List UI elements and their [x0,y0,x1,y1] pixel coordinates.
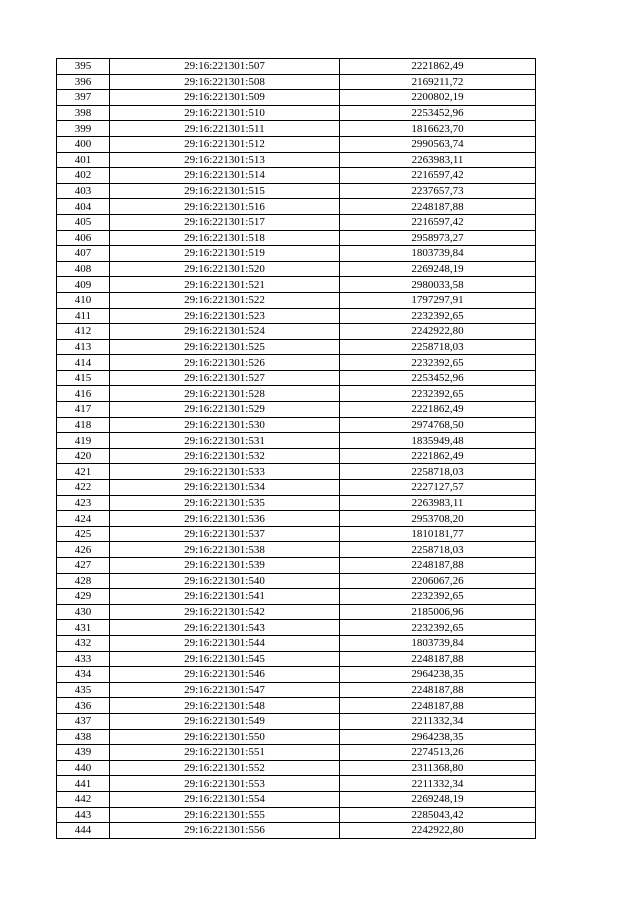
table-row [57,339,536,355]
value-cell: 2263983,11 [340,495,536,511]
value-cell: 1797297,91 [340,292,536,308]
row-number-cell: 438 [57,729,110,745]
cadastral-number-cell: 29:16:221301:529 [110,402,340,418]
cadastral-number-cell: 29:16:221301:523 [110,308,340,324]
table-row [57,542,536,558]
cadastral-number-cell: 29:16:221301:520 [110,261,340,277]
row-number-cell: 421 [57,464,110,480]
table-row [57,807,536,823]
row-number-cell: 395 [57,59,110,75]
value-cell: 1816623,70 [340,121,536,137]
value-cell: 2216597,42 [340,214,536,230]
table-row [57,682,536,698]
value-cell: 2248187,88 [340,698,536,714]
table-row [57,292,536,308]
value-cell: 2242922,80 [340,823,536,839]
value-cell: 2263983,11 [340,152,536,168]
cadastral-number-cell: 29:16:221301:556 [110,823,340,839]
table-row [57,199,536,215]
cadastral-number-cell: 29:16:221301:518 [110,230,340,246]
value-cell: 2237657,73 [340,183,536,199]
row-number-cell: 422 [57,480,110,496]
cadastral-number-cell: 29:16:221301:547 [110,682,340,698]
row-number-cell: 403 [57,183,110,199]
table-row [57,791,536,807]
table-row [57,74,536,90]
cadastral-number-cell: 29:16:221301:521 [110,277,340,293]
table-row [57,214,536,230]
cadastral-number-cell: 29:16:221301:517 [110,214,340,230]
table-row [57,448,536,464]
table-row [57,776,536,792]
cadastral-number-cell: 29:16:221301:532 [110,448,340,464]
table-row [57,589,536,605]
value-cell: 2227127,57 [340,480,536,496]
table-row [57,713,536,729]
cadastral-number-cell: 29:16:221301:546 [110,667,340,683]
cadastral-number-cell: 29:16:221301:535 [110,495,340,511]
row-number-cell: 424 [57,511,110,527]
value-cell: 2269248,19 [340,791,536,807]
table-row [57,261,536,277]
row-number-cell: 423 [57,495,110,511]
value-cell: 2242922,80 [340,324,536,340]
value-cell: 2311368,80 [340,760,536,776]
cadastral-number-cell: 29:16:221301:507 [110,59,340,75]
cadastral-number-cell: 29:16:221301:519 [110,246,340,262]
value-cell: 1810181,77 [340,526,536,542]
row-number-cell: 431 [57,620,110,636]
cadastral-number-cell: 29:16:221301:548 [110,698,340,714]
row-number-cell: 432 [57,635,110,651]
table-row [57,168,536,184]
table-row [57,823,536,839]
row-number-cell: 401 [57,152,110,168]
row-number-cell: 442 [57,791,110,807]
value-cell: 2958973,27 [340,230,536,246]
row-number-cell: 430 [57,604,110,620]
row-number-cell: 417 [57,402,110,418]
value-cell: 2964238,35 [340,667,536,683]
row-number-cell: 429 [57,589,110,605]
cadastral-number-cell: 29:16:221301:544 [110,635,340,651]
value-cell: 2211332,34 [340,713,536,729]
value-cell: 2248187,88 [340,199,536,215]
table-body [57,59,536,839]
cadastral-number-cell: 29:16:221301:514 [110,168,340,184]
cadastral-number-cell: 29:16:221301:549 [110,713,340,729]
row-number-cell: 441 [57,776,110,792]
cadastral-number-cell: 29:16:221301:542 [110,604,340,620]
row-number-cell: 427 [57,558,110,574]
row-number-cell: 415 [57,370,110,386]
value-cell: 2232392,65 [340,308,536,324]
table-row [57,324,536,340]
row-number-cell: 399 [57,121,110,137]
cadastral-number-cell: 29:16:221301:534 [110,480,340,496]
cadastral-number-cell: 29:16:221301:528 [110,386,340,402]
row-number-cell: 444 [57,823,110,839]
row-number-cell: 398 [57,105,110,121]
value-cell: 2990563,74 [340,136,536,152]
row-number-cell: 411 [57,308,110,324]
table-row [57,604,536,620]
row-number-cell: 443 [57,807,110,823]
value-cell: 2285043,42 [340,807,536,823]
cadastral-number-cell: 29:16:221301:509 [110,90,340,106]
cadastral-number-cell: 29:16:221301:508 [110,74,340,90]
row-number-cell: 404 [57,199,110,215]
row-number-cell: 436 [57,698,110,714]
cadastral-number-cell: 29:16:221301:511 [110,121,340,137]
cadastral-number-cell: 29:16:221301:552 [110,760,340,776]
table-row [57,526,536,542]
value-cell: 2964238,35 [340,729,536,745]
table-row [57,308,536,324]
value-cell: 2169211,72 [340,74,536,90]
table-row [57,573,536,589]
cadastral-number-cell: 29:16:221301:515 [110,183,340,199]
value-cell: 2248187,88 [340,651,536,667]
value-cell: 2232392,65 [340,386,536,402]
value-cell: 2253452,96 [340,370,536,386]
cadastral-number-cell: 29:16:221301:553 [110,776,340,792]
value-cell: 2221862,49 [340,448,536,464]
cadastral-number-cell: 29:16:221301:510 [110,105,340,121]
value-cell: 1803739,84 [340,635,536,651]
table-row [57,433,536,449]
table-row [57,480,536,496]
table-row [57,370,536,386]
row-number-cell: 413 [57,339,110,355]
value-cell: 2211332,34 [340,776,536,792]
row-number-cell: 400 [57,136,110,152]
cadastral-number-cell: 29:16:221301:545 [110,651,340,667]
table-row [57,90,536,106]
value-cell: 2274513,26 [340,745,536,761]
table-row [57,620,536,636]
table-row [57,667,536,683]
value-cell: 2953708,20 [340,511,536,527]
value-cell: 2980033,58 [340,277,536,293]
table-row [57,495,536,511]
cadastral-number-cell: 29:16:221301:539 [110,558,340,574]
value-cell: 2221862,49 [340,402,536,418]
table-row [57,635,536,651]
cadastral-number-cell: 29:16:221301:516 [110,199,340,215]
cadastral-value-table [56,58,536,839]
cadastral-number-cell: 29:16:221301:541 [110,589,340,605]
cadastral-number-cell: 29:16:221301:550 [110,729,340,745]
row-number-cell: 402 [57,168,110,184]
row-number-cell: 397 [57,90,110,106]
table-row [57,417,536,433]
table-row [57,183,536,199]
cadastral-number-cell: 29:16:221301:551 [110,745,340,761]
cadastral-number-cell: 29:16:221301:540 [110,573,340,589]
table-row [57,402,536,418]
row-number-cell: 406 [57,230,110,246]
row-number-cell: 439 [57,745,110,761]
value-cell: 2248187,88 [340,682,536,698]
value-cell: 2232392,65 [340,589,536,605]
cadastral-number-cell: 29:16:221301:525 [110,339,340,355]
cadastral-number-cell: 29:16:221301:522 [110,292,340,308]
row-number-cell: 433 [57,651,110,667]
value-cell: 2232392,65 [340,620,536,636]
table-row [57,729,536,745]
value-cell: 1835949,48 [340,433,536,449]
row-number-cell: 440 [57,760,110,776]
cadastral-number-cell: 29:16:221301:543 [110,620,340,636]
value-cell: 2253452,96 [340,105,536,121]
row-number-cell: 410 [57,292,110,308]
table-row [57,464,536,480]
cadastral-number-cell: 29:16:221301:536 [110,511,340,527]
row-number-cell: 408 [57,261,110,277]
value-cell: 2974768,50 [340,417,536,433]
value-cell: 2248187,88 [340,558,536,574]
row-number-cell: 412 [57,324,110,340]
cadastral-number-cell: 29:16:221301:533 [110,464,340,480]
row-number-cell: 416 [57,386,110,402]
value-cell: 2221862,49 [340,59,536,75]
table-row [57,745,536,761]
row-number-cell: 435 [57,682,110,698]
value-cell: 2258718,03 [340,542,536,558]
row-number-cell: 426 [57,542,110,558]
table-row [57,121,536,137]
value-cell: 2200802,19 [340,90,536,106]
value-cell: 2269248,19 [340,261,536,277]
cadastral-number-cell: 29:16:221301:512 [110,136,340,152]
table-row [57,651,536,667]
row-number-cell: 418 [57,417,110,433]
cadastral-number-cell: 29:16:221301:530 [110,417,340,433]
cadastral-number-cell: 29:16:221301:537 [110,526,340,542]
row-number-cell: 428 [57,573,110,589]
row-number-cell: 414 [57,355,110,371]
value-cell: 2258718,03 [340,464,536,480]
row-number-cell: 420 [57,448,110,464]
table-row [57,355,536,371]
table-row [57,698,536,714]
value-cell: 2216597,42 [340,168,536,184]
row-number-cell: 407 [57,246,110,262]
row-number-cell: 434 [57,667,110,683]
cadastral-number-cell: 29:16:221301:531 [110,433,340,449]
table-row [57,277,536,293]
cadastral-number-cell: 29:16:221301:555 [110,807,340,823]
table-row [57,105,536,121]
cadastral-number-cell: 29:16:221301:527 [110,370,340,386]
cadastral-number-cell: 29:16:221301:524 [110,324,340,340]
row-number-cell: 425 [57,526,110,542]
table-row [57,152,536,168]
row-number-cell: 437 [57,713,110,729]
table-row [57,230,536,246]
table-row [57,760,536,776]
table-row [57,59,536,75]
value-cell: 1803739,84 [340,246,536,262]
row-number-cell: 419 [57,433,110,449]
cadastral-number-cell: 29:16:221301:513 [110,152,340,168]
row-number-cell: 409 [57,277,110,293]
cadastral-number-cell: 29:16:221301:554 [110,791,340,807]
cadastral-number-cell: 29:16:221301:526 [110,355,340,371]
cadastral-number-cell: 29:16:221301:538 [110,542,340,558]
value-cell: 2185006,96 [340,604,536,620]
value-cell: 2258718,03 [340,339,536,355]
table-row [57,558,536,574]
table-row [57,386,536,402]
table-row [57,136,536,152]
value-cell: 2232392,65 [340,355,536,371]
table-row [57,511,536,527]
row-number-cell: 405 [57,214,110,230]
row-number-cell: 396 [57,74,110,90]
table-row [57,246,536,262]
value-cell: 2206067,26 [340,573,536,589]
